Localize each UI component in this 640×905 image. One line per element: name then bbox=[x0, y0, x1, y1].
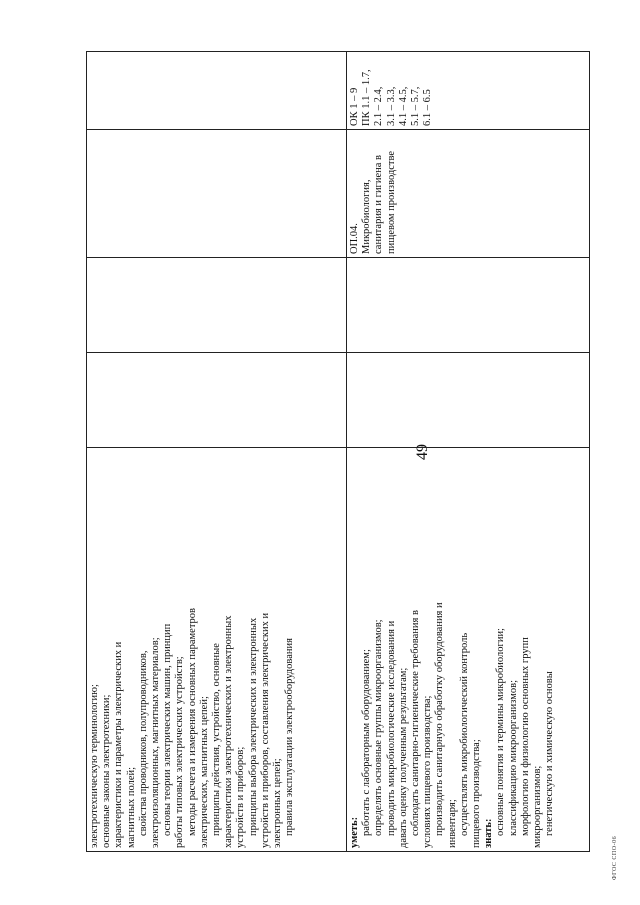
text-line: пищевом производстве bbox=[385, 150, 397, 254]
hours-max-cell bbox=[347, 353, 590, 448]
text-line: производить санитарную обработку оборудования и bbox=[434, 602, 446, 836]
text-line: электронных цепей; bbox=[272, 758, 284, 848]
text-line: условиях пищевого производства; bbox=[422, 695, 434, 848]
text-line: магнитных полей; bbox=[125, 766, 137, 848]
text-line: свойства проводников, полупроводников, bbox=[137, 650, 149, 836]
discipline-name bbox=[349, 133, 398, 254]
text-line: электротехническую терминологию; bbox=[89, 684, 100, 848]
text-line: устройств и приборов, составления электрических и bbox=[259, 612, 271, 848]
curriculum-table-rotated bbox=[86, 52, 581, 852]
text-line: осуществлять микробиологический контроль bbox=[458, 632, 470, 836]
text-line: проводить микробиологические исследования и bbox=[385, 620, 397, 836]
text-line: Микробиология, bbox=[361, 179, 373, 254]
text-line: пищевого производства; bbox=[471, 739, 483, 848]
text-line: генетическую и химическую основы bbox=[544, 671, 556, 836]
text-line: принципы действия, устройство, основные bbox=[211, 643, 223, 836]
hours-mandatory-cell bbox=[347, 258, 590, 353]
text-line: определять основные группы микроорганизмов; bbox=[373, 619, 385, 836]
competency-description-cell bbox=[87, 448, 347, 852]
text-line: методы расчета и измерения основных параметров bbox=[186, 607, 198, 836]
curriculum-table bbox=[86, 51, 590, 852]
text-line: инвентаря; bbox=[446, 799, 458, 848]
text-line: правила эксплуатации электрооборудования bbox=[284, 638, 296, 836]
micro-lines bbox=[349, 451, 556, 848]
text-line: морфологию и физиологию основных групп bbox=[519, 637, 531, 836]
discipline-code-cell bbox=[87, 130, 347, 258]
discipline-code-cell bbox=[347, 130, 590, 258]
section-heading: уметь: bbox=[349, 816, 360, 848]
text-line: электрических, магнитных цепей; bbox=[198, 696, 210, 848]
text-line: характеристики электротехнических и электронных bbox=[223, 615, 235, 848]
text-line: работы типовых электрических устройств; bbox=[174, 656, 186, 848]
text-line: 6.1 – 6.5 bbox=[422, 89, 434, 126]
text-line: электроизоляционных, магнитных материалов; bbox=[150, 637, 162, 848]
section-heading: знать: bbox=[483, 818, 495, 848]
text-line: работать с лабораторным оборудованием; bbox=[361, 649, 373, 836]
text-line: микроорганизмов; bbox=[532, 765, 544, 848]
text-line: основные законы электротехники; bbox=[101, 694, 113, 848]
text-line: характеристики и параметры электрических и bbox=[113, 641, 125, 848]
text-line: основы теории электрических машин, принцип bbox=[162, 623, 174, 836]
text-line: классификацию микроорганизмов; bbox=[507, 679, 519, 836]
electro-lines bbox=[89, 451, 296, 848]
text-line: санитария и гигиена в bbox=[373, 154, 385, 254]
text-line: ОК 1 – 9 bbox=[349, 87, 360, 126]
text-line: соблюдать санитарно-гигиенические требования в bbox=[410, 610, 422, 836]
page-number: 49 bbox=[414, 444, 431, 460]
competency-description-cell bbox=[347, 448, 590, 852]
competency-codes-cell bbox=[87, 52, 347, 130]
text-line: ПК 1.1 – 1.7, bbox=[361, 69, 373, 126]
footer-mark: ФГОС СПО-06 bbox=[612, 835, 618, 881]
competency-codes-cell bbox=[347, 52, 590, 130]
text-line: 2.1 – 2.4, bbox=[373, 86, 385, 126]
text-line: 5.1 – 5.7, bbox=[410, 86, 422, 126]
text-line: принципы выбора электрических и электронных bbox=[247, 617, 259, 836]
table-row-microbiology bbox=[347, 52, 590, 852]
text-line: основные понятия и термины микробиологии; bbox=[495, 628, 507, 836]
table-row-electrotechnics bbox=[87, 52, 347, 852]
competency-codes bbox=[349, 55, 434, 126]
text-line: 4.1 – 4.5, bbox=[397, 86, 409, 126]
text-line: давать оценку полученным результатам; bbox=[397, 667, 409, 848]
hours-mandatory-cell bbox=[87, 258, 347, 353]
text-line: 3.1 – 3.3, bbox=[385, 86, 397, 126]
hours-max-cell bbox=[87, 353, 347, 448]
text-line: устройств и приборов; bbox=[235, 746, 247, 848]
text-line: ОП.04. bbox=[349, 223, 360, 254]
